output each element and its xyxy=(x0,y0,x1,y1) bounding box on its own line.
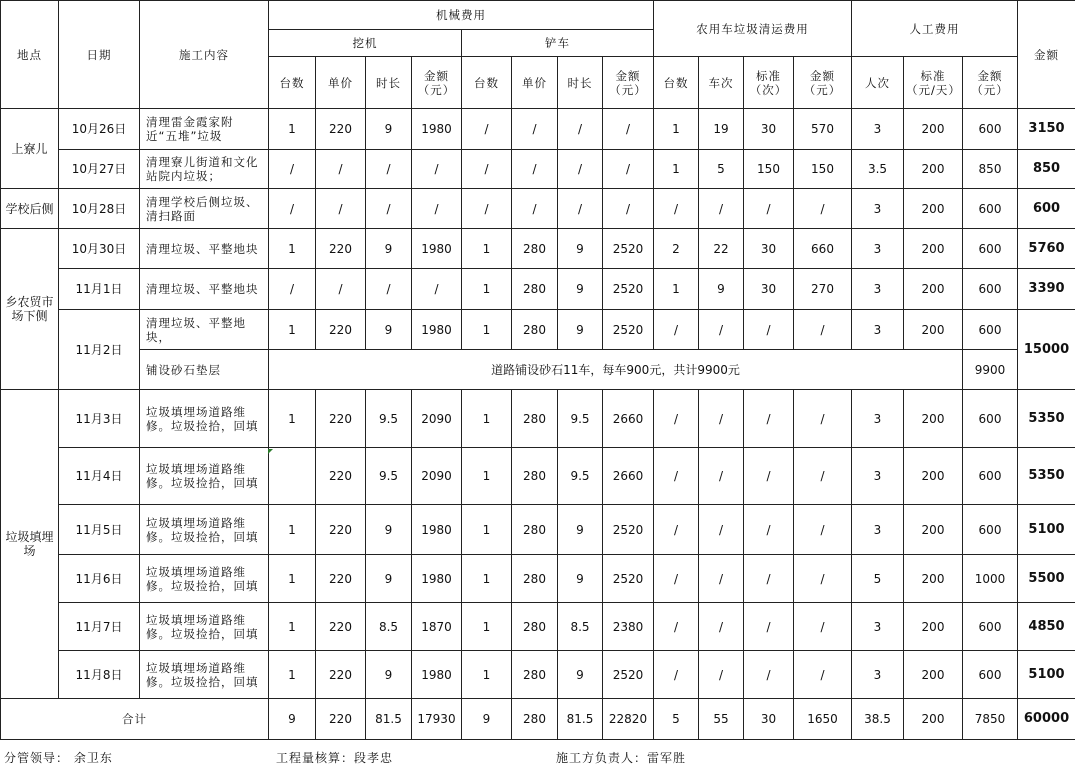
date-cell: 11月7日 xyxy=(59,603,140,651)
value-cell: 2520 xyxy=(603,310,654,350)
value-cell: 1000 xyxy=(963,555,1018,603)
value-cell: 600 xyxy=(963,310,1018,350)
header-content: 施工内容 xyxy=(140,1,269,109)
value-cell: / xyxy=(462,109,512,150)
value-cell: 280 xyxy=(512,555,558,603)
value-cell: 1980 xyxy=(412,109,462,150)
value-cell: 220 xyxy=(316,109,366,150)
total-value-cell: 81.5 xyxy=(366,699,412,740)
value-cell: / xyxy=(654,310,699,350)
value-cell: 2090 xyxy=(412,390,462,448)
value-cell: 1980 xyxy=(412,505,462,555)
row-total: 850 xyxy=(1018,150,1075,189)
value-cell xyxy=(269,448,316,505)
value-cell: 280 xyxy=(512,603,558,651)
value-cell: 1 xyxy=(462,555,512,603)
value-cell: 200 xyxy=(904,150,963,189)
gravel-content-cell: 铺设砂石垫层 xyxy=(140,350,269,390)
value-cell: 220 xyxy=(316,390,366,448)
total-value-cell: 38.5 xyxy=(852,699,904,740)
value-cell: 600 xyxy=(963,269,1018,310)
subheader-price: 单价 xyxy=(512,57,558,109)
value-cell: 200 xyxy=(904,651,963,699)
value-cell: 1 xyxy=(462,390,512,448)
value-cell: 2520 xyxy=(603,269,654,310)
value-cell: / xyxy=(654,555,699,603)
value-cell: 200 xyxy=(904,229,963,269)
value-cell: 8.5 xyxy=(558,603,603,651)
table-row xyxy=(1,555,1075,603)
value-cell: 9 xyxy=(366,310,412,350)
subheader-standard_per_day: 标准（元/天） xyxy=(904,57,963,109)
value-cell: 30 xyxy=(744,229,794,269)
row-total: 600 xyxy=(1018,189,1075,229)
supervisor-signature: 分管领导： 余卫东 xyxy=(4,751,113,765)
date-cell: 10月30日 xyxy=(59,229,140,269)
value-cell: / xyxy=(654,448,699,505)
value-cell: 1 xyxy=(462,448,512,505)
row-total: 5500 xyxy=(1018,555,1075,603)
value-cell: / xyxy=(744,390,794,448)
value-cell: / xyxy=(699,603,744,651)
row-total: 5350 xyxy=(1018,390,1075,448)
gravel-amount: 9900 xyxy=(963,350,1018,390)
value-cell: / xyxy=(744,310,794,350)
value-cell: 660 xyxy=(794,229,852,269)
value-cell: 1 xyxy=(654,109,699,150)
header-truck: 农用车垃圾清运费用 xyxy=(654,1,852,57)
contractor-signature: 施工方负责人：雷军胜 xyxy=(556,751,687,765)
value-cell: 9 xyxy=(558,555,603,603)
content-cell: 清理雷金霞家附近“五堆”垃圾 xyxy=(140,109,269,150)
value-cell: / xyxy=(794,555,852,603)
value-cell: / xyxy=(512,189,558,229)
value-cell: 200 xyxy=(904,603,963,651)
row-total: 15000 xyxy=(1018,310,1075,390)
total-value-cell: 81.5 xyxy=(558,699,603,740)
value-cell: 2520 xyxy=(603,229,654,269)
value-cell: 2520 xyxy=(603,651,654,699)
content-cell: 垃圾填埋场道路维修。垃圾捡拾，回填 xyxy=(140,448,269,505)
date-cell: 11月6日 xyxy=(59,555,140,603)
value-cell: / xyxy=(366,150,412,189)
value-cell: 2090 xyxy=(412,448,462,505)
value-cell: 9 xyxy=(699,269,744,310)
value-cell: 9 xyxy=(558,651,603,699)
value-cell: 9 xyxy=(558,505,603,555)
value-cell: 1 xyxy=(654,150,699,189)
value-cell: / xyxy=(412,189,462,229)
row-total: 3150 xyxy=(1018,109,1075,150)
value-cell: 1 xyxy=(269,390,316,448)
value-cell: 8.5 xyxy=(366,603,412,651)
header-amount: 金额 xyxy=(1018,1,1075,109)
value-cell: 600 xyxy=(963,651,1018,699)
content-cell: 垃圾填埋场道路维修。垃圾捡拾，回填 xyxy=(140,505,269,555)
content-cell: 清理寮儿街道和文化站院内垃圾； xyxy=(140,150,269,189)
value-cell: 2660 xyxy=(603,390,654,448)
value-cell: / xyxy=(744,651,794,699)
value-cell: 280 xyxy=(512,269,558,310)
value-cell: / xyxy=(654,189,699,229)
value-cell: / xyxy=(269,269,316,310)
value-cell: 3 xyxy=(852,651,904,699)
value-cell: 3 xyxy=(852,269,904,310)
content-cell: 垃圾填埋场道路维修。垃圾捡拾，回填 xyxy=(140,651,269,699)
value-cell: / xyxy=(794,603,852,651)
gravel-note: 道路铺设砂石11车，每车900元，共计9900元 xyxy=(269,350,963,390)
total-value-cell: 5 xyxy=(654,699,699,740)
value-cell: 1 xyxy=(269,229,316,269)
value-cell: / xyxy=(603,109,654,150)
subheader-units: 台数 xyxy=(654,57,699,109)
value-cell: / xyxy=(366,189,412,229)
value-cell: / xyxy=(794,448,852,505)
value-cell: / xyxy=(699,651,744,699)
row-total: 3390 xyxy=(1018,269,1075,310)
value-cell: 220 xyxy=(316,603,366,651)
table-row xyxy=(1,229,1075,269)
date-cell: 11月2日 xyxy=(59,310,140,390)
value-cell: / xyxy=(654,603,699,651)
subheader-standard_per_trip: 标准（次） xyxy=(744,57,794,109)
subheader-amount_yuan: 金额（元） xyxy=(603,57,654,109)
value-cell: 280 xyxy=(512,448,558,505)
location-cell: 上寮儿 xyxy=(1,109,59,189)
table-row xyxy=(1,603,1075,651)
value-cell: 1 xyxy=(269,310,316,350)
value-cell: 200 xyxy=(904,189,963,229)
row-total: 5760 xyxy=(1018,229,1075,269)
value-cell: 1 xyxy=(269,109,316,150)
table-row xyxy=(1,150,1075,189)
total-value-cell: 22820 xyxy=(603,699,654,740)
value-cell: 600 xyxy=(963,505,1018,555)
table-row xyxy=(1,189,1075,229)
total-value-cell: 55 xyxy=(699,699,744,740)
value-cell: / xyxy=(699,555,744,603)
value-cell: 1 xyxy=(269,651,316,699)
header-date: 日期 xyxy=(59,1,140,109)
value-cell: 1 xyxy=(462,603,512,651)
value-cell: / xyxy=(603,150,654,189)
value-cell: / xyxy=(744,603,794,651)
table-row xyxy=(1,109,1075,150)
total-value-cell: 1650 xyxy=(794,699,852,740)
value-cell: 200 xyxy=(904,310,963,350)
date-cell: 11月3日 xyxy=(59,390,140,448)
value-cell: / xyxy=(794,505,852,555)
value-cell: 3 xyxy=(852,505,904,555)
value-cell: / xyxy=(412,150,462,189)
value-cell: 22 xyxy=(699,229,744,269)
value-cell: 9 xyxy=(366,229,412,269)
value-cell: 150 xyxy=(744,150,794,189)
value-cell: 9.5 xyxy=(366,390,412,448)
totals-row xyxy=(1,699,1075,740)
value-cell: 220 xyxy=(316,229,366,269)
value-cell: 9 xyxy=(558,229,603,269)
value-cell: 3 xyxy=(852,310,904,350)
value-cell: 9 xyxy=(366,109,412,150)
date-cell: 11月1日 xyxy=(59,269,140,310)
value-cell: 9 xyxy=(366,505,412,555)
value-cell: / xyxy=(512,109,558,150)
value-cell: 1 xyxy=(462,269,512,310)
value-cell: 5 xyxy=(852,555,904,603)
value-cell: / xyxy=(462,150,512,189)
value-cell: 2520 xyxy=(603,555,654,603)
subheader-person_times: 人次 xyxy=(852,57,904,109)
value-cell: / xyxy=(558,109,603,150)
value-cell: 3 xyxy=(852,603,904,651)
value-cell: 1 xyxy=(462,310,512,350)
value-cell: 2520 xyxy=(603,505,654,555)
value-cell: 220 xyxy=(316,448,366,505)
value-cell: 600 xyxy=(963,448,1018,505)
content-cell: 清理垃圾、平整地块， xyxy=(140,310,269,350)
value-cell: 9 xyxy=(558,269,603,310)
value-cell: 9.5 xyxy=(558,448,603,505)
date-cell: 10月28日 xyxy=(59,189,140,229)
total-value-cell: 17930 xyxy=(412,699,462,740)
value-cell: / xyxy=(744,555,794,603)
total-value-cell: 9 xyxy=(462,699,512,740)
value-cell: 3 xyxy=(852,390,904,448)
value-cell: 1980 xyxy=(412,555,462,603)
table-row xyxy=(1,350,1075,390)
header-machinery: 机械费用 xyxy=(269,1,654,30)
value-cell: 19 xyxy=(699,109,744,150)
content-cell: 垃圾填埋场道路维修。垃圾捡拾，回填 xyxy=(140,555,269,603)
value-cell: 600 xyxy=(963,109,1018,150)
subheader-price: 单价 xyxy=(316,57,366,109)
value-cell: 570 xyxy=(794,109,852,150)
value-cell: / xyxy=(794,189,852,229)
value-cell: 220 xyxy=(316,651,366,699)
value-cell: / xyxy=(699,189,744,229)
date-cell: 11月4日 xyxy=(59,448,140,505)
value-cell: 9.5 xyxy=(558,390,603,448)
value-cell: 280 xyxy=(512,651,558,699)
value-cell: / xyxy=(794,651,852,699)
value-cell: 30 xyxy=(744,269,794,310)
subheader-units: 台数 xyxy=(462,57,512,109)
table-row xyxy=(1,651,1075,699)
date-cell: 11月5日 xyxy=(59,505,140,555)
total-value-cell: 30 xyxy=(744,699,794,740)
value-cell: 1 xyxy=(269,555,316,603)
value-cell: 3 xyxy=(852,109,904,150)
value-cell: / xyxy=(512,150,558,189)
subheader-units: 台数 xyxy=(269,57,316,109)
subheader-amount_yuan: 金额（元） xyxy=(412,57,462,109)
value-cell: 220 xyxy=(316,310,366,350)
value-cell: / xyxy=(558,189,603,229)
value-cell: 3 xyxy=(852,189,904,229)
value-cell: / xyxy=(316,269,366,310)
value-cell: 1 xyxy=(462,229,512,269)
value-cell: 30 xyxy=(744,109,794,150)
totals-label: 合计 xyxy=(1,699,269,740)
total-value-cell: 280 xyxy=(512,699,558,740)
value-cell: / xyxy=(316,150,366,189)
header-labor: 人工费用 xyxy=(852,1,1018,57)
value-cell: / xyxy=(744,448,794,505)
value-cell: / xyxy=(462,189,512,229)
value-cell: / xyxy=(699,310,744,350)
value-cell: 280 xyxy=(512,310,558,350)
value-cell: 3.5 xyxy=(852,150,904,189)
value-cell: 600 xyxy=(963,603,1018,651)
location-cell: 乡农贸市场下侧 xyxy=(1,229,59,390)
subheader-amount_yuan: 金额（元） xyxy=(963,57,1018,109)
cell-comment-marker xyxy=(268,449,273,454)
date-cell: 10月27日 xyxy=(59,150,140,189)
value-cell: 3 xyxy=(852,448,904,505)
total-value-cell: 9 xyxy=(269,699,316,740)
value-cell: 2380 xyxy=(603,603,654,651)
value-cell: 270 xyxy=(794,269,852,310)
value-cell: 280 xyxy=(512,390,558,448)
value-cell: 850 xyxy=(963,150,1018,189)
content-cell: 垃圾填埋场道路维修。垃圾捡拾，回填 xyxy=(140,603,269,651)
content-cell: 垃圾填埋场道路维修。垃圾捡拾，回填 xyxy=(140,390,269,448)
value-cell: 600 xyxy=(963,189,1018,229)
total-value-cell: 200 xyxy=(904,699,963,740)
content-cell: 清理垃圾、平整地块 xyxy=(140,229,269,269)
value-cell: / xyxy=(699,448,744,505)
value-cell: 1 xyxy=(269,603,316,651)
value-cell: 1980 xyxy=(412,310,462,350)
value-cell: / xyxy=(744,189,794,229)
value-cell: / xyxy=(654,390,699,448)
value-cell: 1 xyxy=(654,269,699,310)
value-cell: 150 xyxy=(794,150,852,189)
value-cell: 1870 xyxy=(412,603,462,651)
value-cell: / xyxy=(603,189,654,229)
value-cell: 2 xyxy=(654,229,699,269)
value-cell: / xyxy=(794,390,852,448)
value-cell: 220 xyxy=(316,505,366,555)
value-cell: 9.5 xyxy=(366,448,412,505)
value-cell: 280 xyxy=(512,505,558,555)
subheader-hours: 时长 xyxy=(366,57,412,109)
value-cell: 1980 xyxy=(412,229,462,269)
value-cell: 200 xyxy=(904,448,963,505)
value-cell: / xyxy=(699,390,744,448)
table-row xyxy=(1,505,1075,555)
value-cell: / xyxy=(316,189,366,229)
table-row xyxy=(1,269,1075,310)
value-cell: 9 xyxy=(366,555,412,603)
value-cell: 200 xyxy=(904,555,963,603)
value-cell: 9 xyxy=(366,651,412,699)
value-cell: / xyxy=(699,505,744,555)
location-cell: 垃圾填埋场 xyxy=(1,390,59,699)
value-cell: 200 xyxy=(904,109,963,150)
value-cell: 600 xyxy=(963,229,1018,269)
value-cell: 1 xyxy=(269,505,316,555)
location-cell: 学校后侧 xyxy=(1,189,59,229)
value-cell: / xyxy=(366,269,412,310)
value-cell: 200 xyxy=(904,269,963,310)
value-cell: 3 xyxy=(852,229,904,269)
table-row xyxy=(1,390,1075,448)
value-cell: / xyxy=(412,269,462,310)
value-cell: 220 xyxy=(316,555,366,603)
value-cell: / xyxy=(744,505,794,555)
total-value-cell: 220 xyxy=(316,699,366,740)
row-total: 5100 xyxy=(1018,505,1075,555)
value-cell: 9 xyxy=(558,310,603,350)
value-cell: / xyxy=(269,189,316,229)
value-cell: / xyxy=(654,651,699,699)
subheader-trips: 车次 xyxy=(699,57,744,109)
header-loader: 铲车 xyxy=(462,30,654,57)
content-cell: 清理垃圾、平整地块 xyxy=(140,269,269,310)
value-cell: 280 xyxy=(512,229,558,269)
value-cell: 1980 xyxy=(412,651,462,699)
value-cell: / xyxy=(654,505,699,555)
auditor-signature: 工程量核算：段孝忠 xyxy=(276,751,394,765)
value-cell: 200 xyxy=(904,505,963,555)
value-cell: 2660 xyxy=(603,448,654,505)
subheader-amount_yuan: 金额（元） xyxy=(794,57,852,109)
subheader-hours: 时长 xyxy=(558,57,603,109)
value-cell: / xyxy=(794,310,852,350)
table-row xyxy=(1,310,1075,350)
value-cell: 1 xyxy=(462,505,512,555)
value-cell: / xyxy=(269,150,316,189)
row-total: 4850 xyxy=(1018,603,1075,651)
date-cell: 10月26日 xyxy=(59,109,140,150)
value-cell: / xyxy=(558,150,603,189)
value-cell: 600 xyxy=(963,390,1018,448)
row-total: 5350 xyxy=(1018,448,1075,505)
value-cell: 5 xyxy=(699,150,744,189)
table-row xyxy=(1,448,1075,505)
value-cell: 1 xyxy=(462,651,512,699)
signature-footer xyxy=(0,739,1075,773)
grand-total: 60000 xyxy=(1018,699,1075,740)
content-cell: 清理学校后侧垃圾、清扫路面 xyxy=(140,189,269,229)
total-value-cell: 7850 xyxy=(963,699,1018,740)
row-total: 5100 xyxy=(1018,651,1075,699)
value-cell: 200 xyxy=(904,390,963,448)
date-cell: 11月8日 xyxy=(59,651,140,699)
header-excavator: 挖机 xyxy=(269,30,462,57)
header-location: 地点 xyxy=(1,1,59,109)
